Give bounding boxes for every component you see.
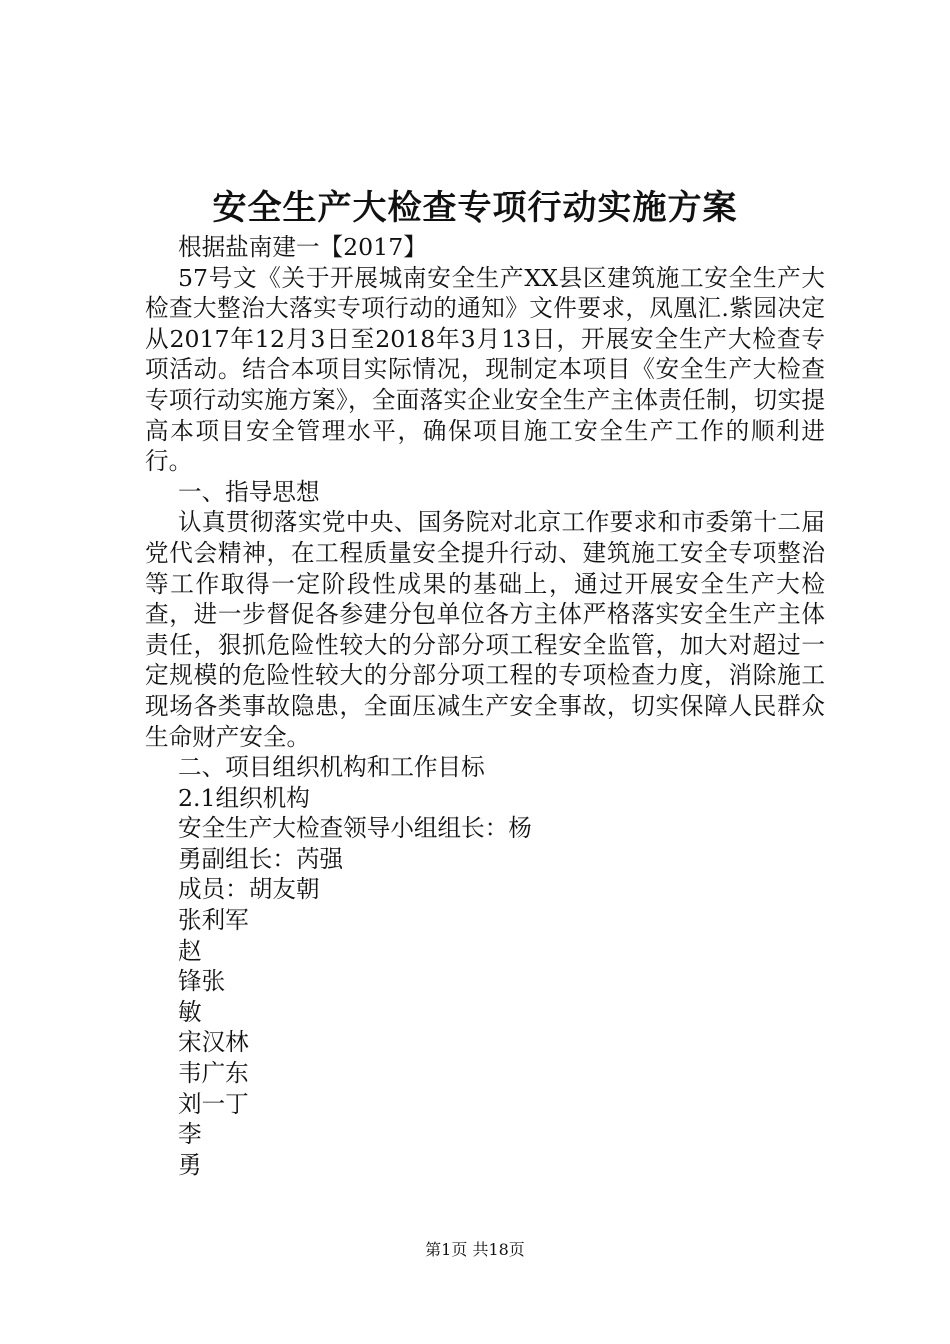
page-footer: 第1页 共18页 (425, 1240, 525, 1259)
subsection-heading-organization: 2.1组织机构 (178, 783, 310, 812)
list-line: 安全生产大检查领导小组组长：杨 (178, 814, 532, 843)
paragraph-intro: 57号文《关于开展城南安全生产XX县区建筑施工安全生产大检查大整治大落实专项行动的通知》文件要求，凤凰汇.紫园决定从2017年12月3日至2018年3月13日，开展安全生产大检查专项活动。结合本项目实际情况，现制定本项目《安全生产大检查专项行动实施方案》，全面落实企业安全生产主体责任制，切实提高本项目安全管理水平，确保项目施工安全生产工作的顺利进行。 (145, 263, 825, 476)
list-line: 赵 (178, 936, 202, 965)
list-line: 成员：胡友朝 (178, 875, 320, 904)
list-line: 李 (178, 1120, 202, 1149)
paragraph-guiding-ideology: 认真贯彻落实党中央、国务院对北京工作要求和市委第十二届党代会精神，在工程质量安全提升行动、建筑施工安全专项整治等工作取得一定阶段性成果的基础上，通过开展安全生产大检查，进一步督促各参建分包单位各方主体严格落实安全生产主体责任，狠抓危险性较大的分部分项工程安全监管，加大对超过一定规模的危险性较大的分部分项工程的专项检查力度，消除施工现场各类事故隐患，全面压减生产安全事故，切实保障人民群众生命财产安全。 (145, 508, 825, 751)
list-line: 韦广东 (178, 1059, 249, 1088)
section-heading-guiding-ideology: 一、指导思想 (178, 477, 320, 506)
section-heading-organization: 二、项目组织机构和工作目标 (178, 753, 485, 782)
document-body (145, 232, 825, 1180)
list-line: 锋张 (178, 967, 226, 996)
list-line: 刘一丁 (178, 1089, 249, 1118)
document-title: 安全生产大检查专项行动实施方案 (212, 188, 738, 228)
list-line: 宋汉林 (178, 1028, 249, 1057)
list-line: 敏 (178, 997, 202, 1026)
paragraph-basis: 根据盐南建一【2017】 (178, 233, 427, 261)
list-line: 勇 (178, 1150, 202, 1179)
list-line: 勇副组长：芮强 (178, 844, 344, 873)
list-line: 张利军 (178, 906, 249, 935)
